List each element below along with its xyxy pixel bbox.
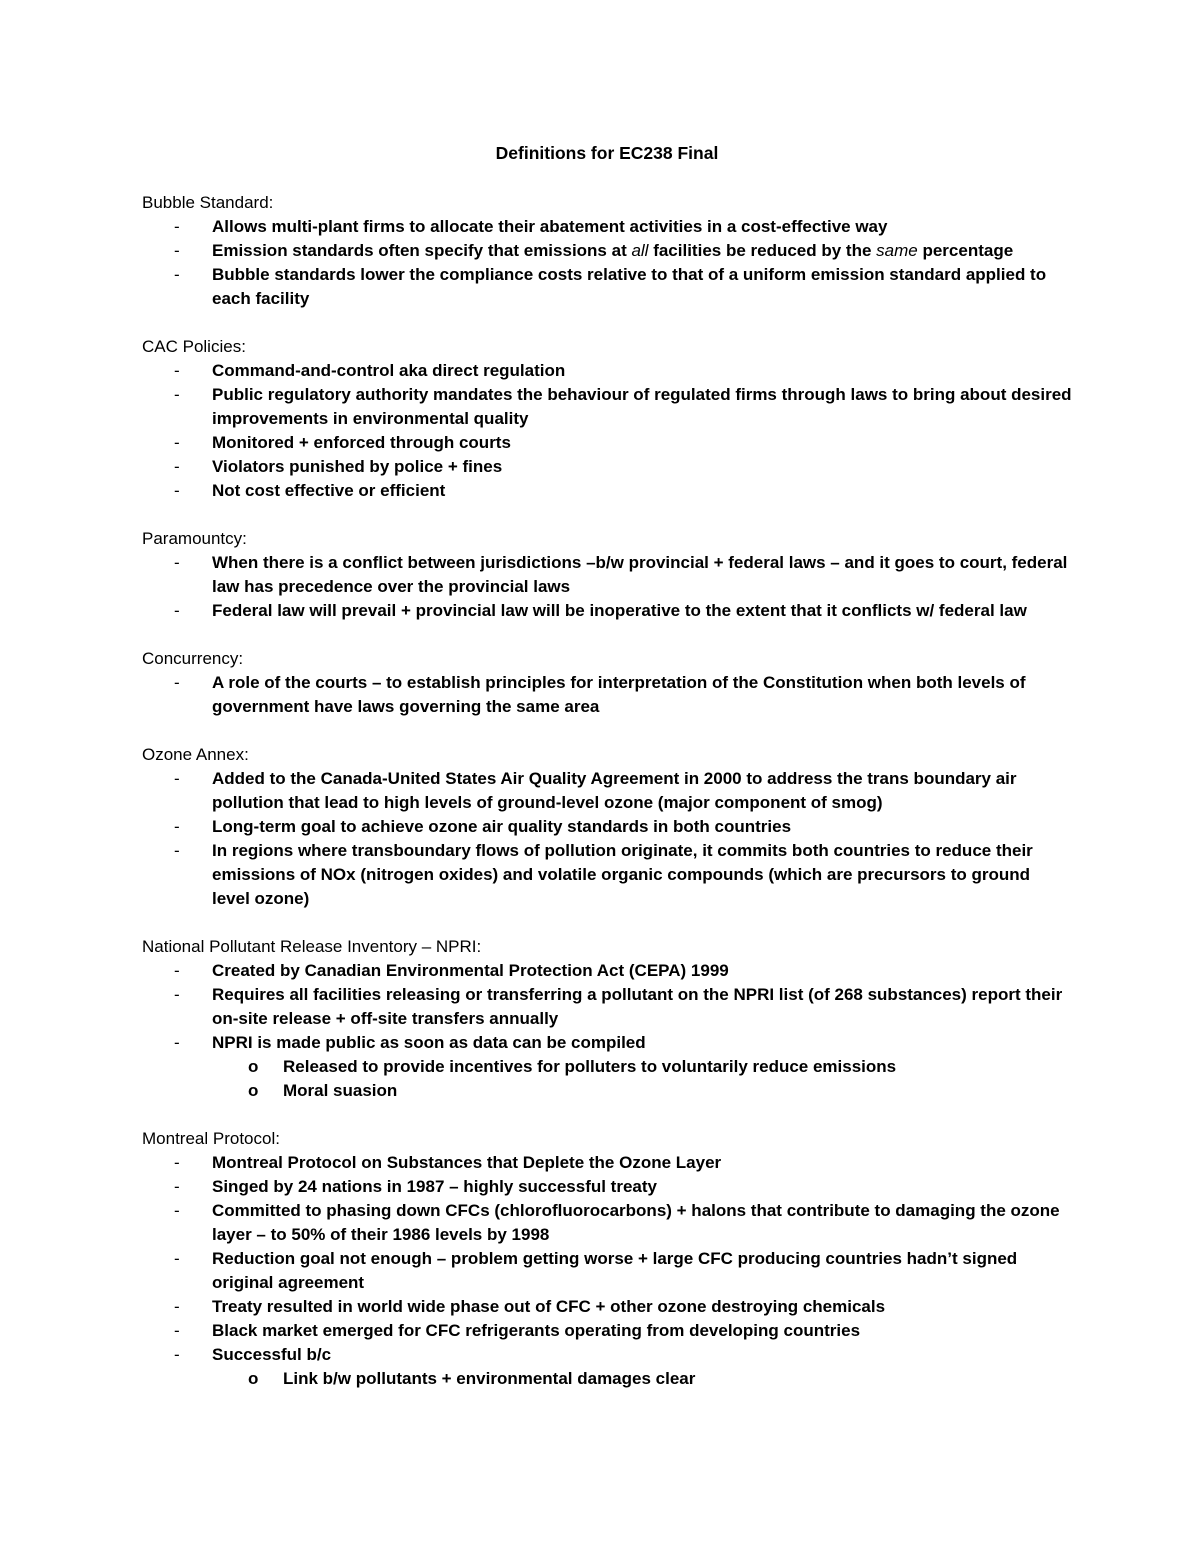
bullet-item bbox=[142, 959, 1072, 983]
text-run: Emission standards often specify that emissions at bbox=[212, 241, 632, 260]
bullet-item bbox=[142, 479, 1072, 503]
definition-section bbox=[142, 191, 1072, 311]
dash-bullet: - bbox=[174, 433, 180, 452]
sub-bullet-text: Released to provide incentives for polluters to voluntarily reduce emissions bbox=[283, 1057, 897, 1076]
bullet-item bbox=[142, 1199, 1072, 1247]
bullet-item bbox=[142, 1295, 1072, 1319]
dash-bullet: - bbox=[174, 601, 180, 620]
bullet-text: Not cost effective or efficient bbox=[212, 481, 446, 500]
dash-bullet: - bbox=[174, 553, 180, 572]
bullet-text: Montreal Protocol on Substances that Deplete the Ozone Layer bbox=[212, 1153, 722, 1172]
bullet-item bbox=[142, 359, 1072, 383]
dash-bullet: - bbox=[174, 385, 180, 404]
section-heading: Concurrency: bbox=[142, 649, 244, 668]
bullet-item bbox=[142, 767, 1072, 815]
bullet-item bbox=[142, 215, 1072, 239]
bullet-text: Created by Canadian Environmental Protection Act (CEPA) 1999 bbox=[212, 961, 729, 980]
dash-bullet: - bbox=[174, 1297, 180, 1316]
emphasis-text: same bbox=[876, 241, 918, 260]
bullet-text: Committed to phasing down CFCs (chlorofluorocarbons) + halons that contribute to damaging the ozone layer – to 50% of their 1986 levels by 1998 bbox=[212, 1201, 1060, 1244]
dash-bullet: - bbox=[174, 1249, 180, 1268]
definition-section bbox=[142, 335, 1072, 503]
dash-bullet: - bbox=[174, 1201, 180, 1220]
section-heading: CAC Policies: bbox=[142, 337, 246, 356]
document-page bbox=[142, 141, 1072, 1415]
section-heading: Ozone Annex: bbox=[142, 745, 249, 764]
dash-bullet: - bbox=[174, 1153, 180, 1172]
bullet-item bbox=[142, 1319, 1072, 1343]
bullet-item bbox=[142, 239, 1072, 263]
sub-bullet-item bbox=[142, 1367, 1072, 1391]
definition-section bbox=[142, 647, 1072, 719]
text-run: percentage bbox=[917, 241, 1014, 260]
bullet-item bbox=[142, 671, 1072, 719]
bullet-text: Black market emerged for CFC refrigerants operating from developing countries bbox=[212, 1321, 861, 1340]
dash-bullet: - bbox=[174, 841, 180, 860]
bullet-text: A role of the courts – to establish principles for interpretation of the Constitution when both levels of government have laws governing the same area bbox=[212, 673, 1026, 716]
dash-bullet: - bbox=[174, 217, 180, 236]
bullet-text: Bubble standards lower the compliance costs relative to that of a uniform emission standard applied to each facility bbox=[212, 265, 1047, 308]
bullet-item bbox=[142, 815, 1072, 839]
section-heading: Paramountcy: bbox=[142, 529, 247, 548]
definition-section bbox=[142, 527, 1072, 623]
bullet-text: Treaty resulted in world wide phase out of CFC + other ozone destroying chemicals bbox=[212, 1297, 886, 1316]
dash-bullet: - bbox=[174, 769, 180, 788]
circle-bullet: o bbox=[248, 1057, 259, 1076]
bullet-text: When there is a conflict between jurisdictions –b/w provincial + federal laws – and it goes to court, federal law has precedence over the provincial laws bbox=[212, 553, 1068, 596]
bullet-text: Command-and-control aka direct regulation bbox=[212, 361, 566, 380]
bullet-item bbox=[142, 455, 1072, 479]
dash-bullet: - bbox=[174, 673, 180, 692]
dash-bullet: - bbox=[174, 481, 180, 500]
bullet-item bbox=[142, 1247, 1072, 1295]
dash-bullet: - bbox=[174, 241, 180, 260]
bullet-text: Monitored + enforced through courts bbox=[212, 433, 511, 452]
section-heading: National Pollutant Release Inventory – NPRI: bbox=[142, 937, 482, 956]
emphasis-text: all bbox=[631, 241, 649, 260]
dash-bullet: - bbox=[174, 1033, 180, 1052]
bullet-text: NPRI is made public as soon as data can be compiled bbox=[212, 1033, 646, 1052]
definition-section bbox=[142, 1127, 1072, 1391]
bullet-item bbox=[142, 1343, 1072, 1367]
dash-bullet: - bbox=[174, 457, 180, 476]
text-run: facilities be reduced by the bbox=[648, 241, 877, 260]
bullet-text: Public regulatory authority mandates the behaviour of regulated firms through laws to bring about desired improvements in environmental quality bbox=[212, 385, 1072, 428]
bullet-item bbox=[142, 551, 1072, 599]
bullet-text: Successful b/c bbox=[212, 1345, 332, 1364]
sub-bullet-item bbox=[142, 1055, 1072, 1079]
bullet-item bbox=[142, 1031, 1072, 1055]
bullet-text: Violators punished by police + fines bbox=[212, 457, 503, 476]
dash-bullet: - bbox=[174, 1177, 180, 1196]
bullet-text: In regions where transboundary flows of pollution originate, it commits both countries to reduce their emissions of NOx (nitrogen oxides) and volatile organic compounds (which are precursors to ground level ozone) bbox=[212, 841, 1033, 908]
bullet-text: Long-term goal to achieve ozone air quality standards in both countries bbox=[212, 817, 792, 836]
sub-bullet-item bbox=[142, 1079, 1072, 1103]
bullet-text: Singed by 24 nations in 1987 – highly successful treaty bbox=[212, 1177, 657, 1196]
bullet-text: Added to the Canada-United States Air Quality Agreement in 2000 to address the trans boundary air pollution that lead to high levels of ground-level ozone (major component of smog) bbox=[212, 769, 1017, 812]
bullet-item bbox=[142, 1151, 1072, 1175]
bullet-item bbox=[142, 839, 1072, 911]
dash-bullet: - bbox=[174, 1321, 180, 1340]
dash-bullet: - bbox=[174, 265, 180, 284]
circle-bullet: o bbox=[248, 1081, 259, 1100]
bullet-item bbox=[142, 383, 1072, 431]
bullet-item bbox=[142, 431, 1072, 455]
definitions-list bbox=[142, 191, 1072, 1391]
sub-bullet-text: Moral suasion bbox=[283, 1081, 398, 1100]
bullet-text: Reduction goal not enough – problem getting worse + large CFC producing countries hadn’t signed original agreement bbox=[212, 1249, 1018, 1292]
definition-section bbox=[142, 743, 1072, 911]
section-heading: Montreal Protocol: bbox=[142, 1129, 280, 1148]
dash-bullet: - bbox=[174, 961, 180, 980]
dash-bullet: - bbox=[174, 1345, 180, 1364]
bullet-item bbox=[142, 263, 1072, 311]
dash-bullet: - bbox=[174, 985, 180, 1004]
bullet-text: Requires all facilities releasing or transferring a pollutant on the NPRI list (of 268 substances) report their on-site release + off-site transfers annually bbox=[212, 985, 1063, 1028]
bullet-item bbox=[142, 599, 1072, 623]
bullet-text: Allows multi-plant firms to allocate their abatement activities in a cost-effective way bbox=[212, 217, 888, 236]
circle-bullet: o bbox=[248, 1369, 259, 1388]
bullet-item bbox=[142, 1175, 1072, 1199]
sub-bullet-text: Link b/w pollutants + environmental damages clear bbox=[283, 1369, 696, 1388]
bullet-text bbox=[212, 241, 1013, 260]
dash-bullet: - bbox=[174, 361, 180, 380]
document-title: Definitions for EC238 Final bbox=[495, 143, 719, 163]
bullet-text: Federal law will prevail + provincial law will be inoperative to the extent that it conflicts w/ federal law bbox=[212, 601, 1027, 620]
definition-section bbox=[142, 935, 1072, 1103]
section-heading: Bubble Standard: bbox=[142, 193, 274, 212]
dash-bullet: - bbox=[174, 817, 180, 836]
bullet-item bbox=[142, 983, 1072, 1031]
